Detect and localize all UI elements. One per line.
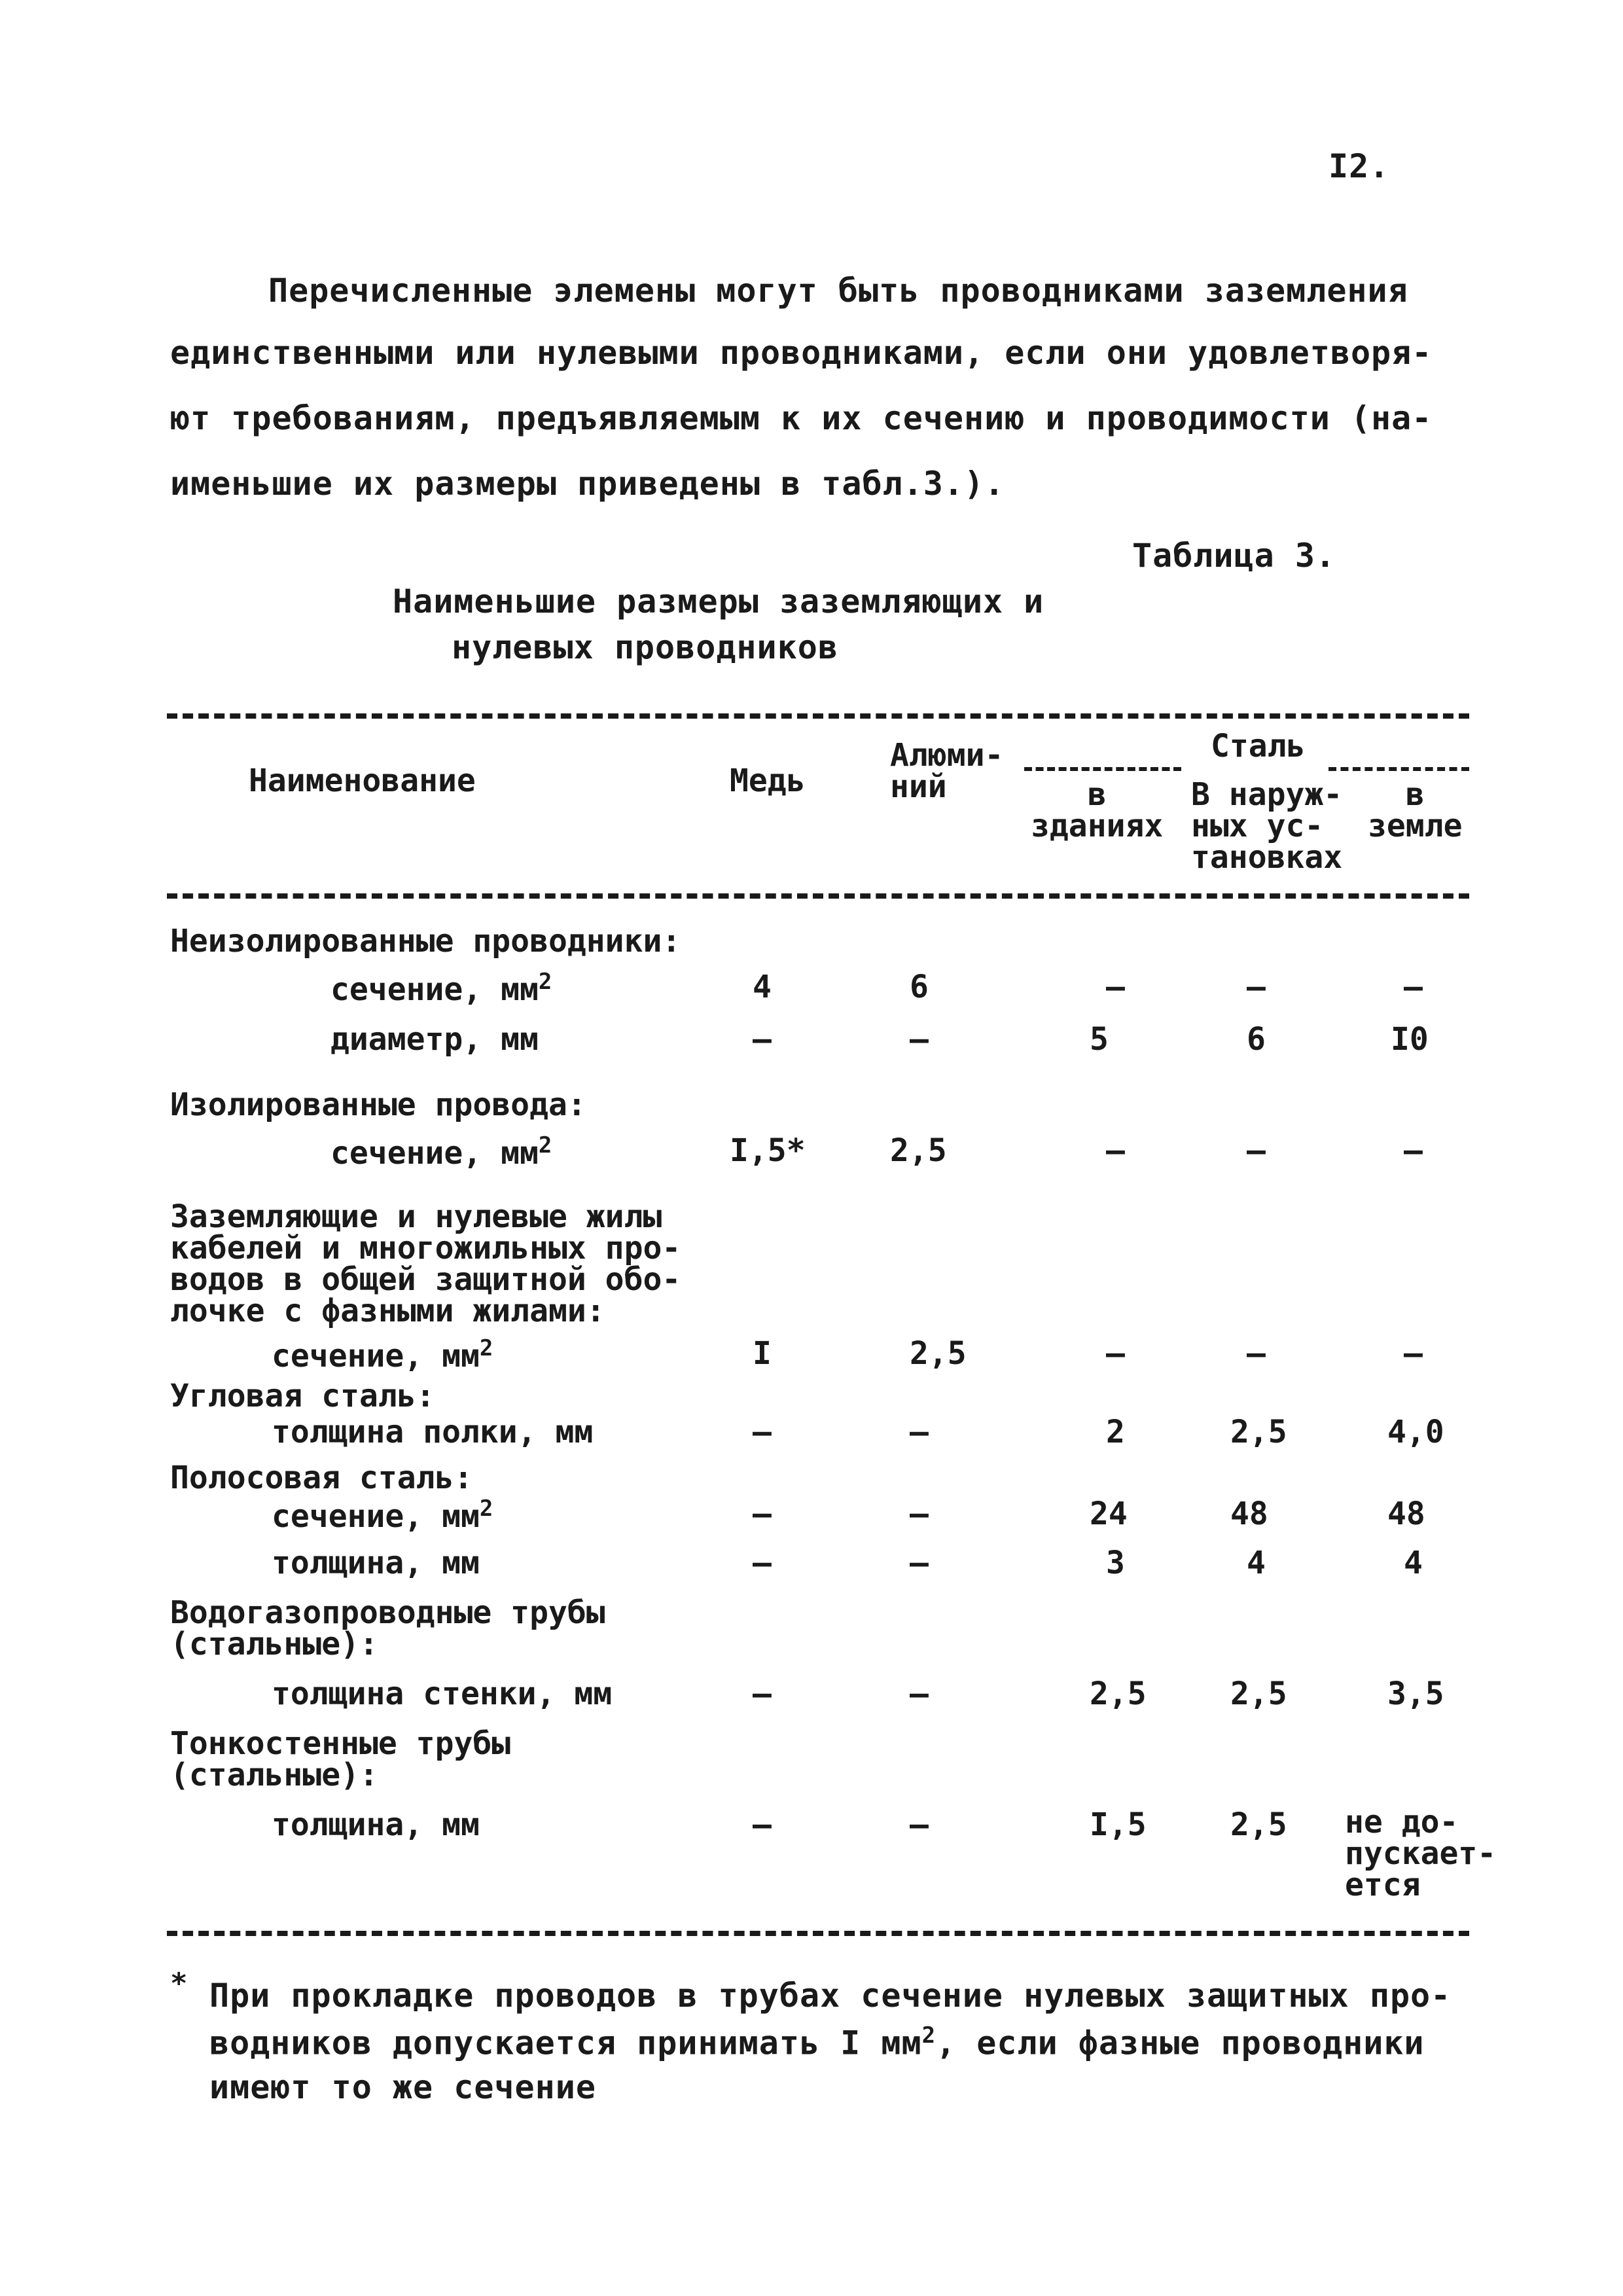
cell-ground-line: ется <box>1345 1867 1421 1903</box>
cell-outdoor: 2,5 <box>1230 1676 1287 1712</box>
row-sub: толщина, мм <box>272 1545 480 1581</box>
cell-ground: 4 <box>1404 1545 1423 1581</box>
table-top-rule <box>167 713 1469 719</box>
cell-aluminium: – <box>910 1414 929 1450</box>
footnote-line-2-text: водников допускается принимать I мм <box>209 2024 922 2062</box>
cell-aluminium: 6 <box>910 969 929 1005</box>
header-steel-buildings-line-2: зданиях <box>1031 808 1164 844</box>
cell-buildings: 3 <box>1106 1545 1125 1581</box>
row-label-line: кабелей и многожильных про- <box>170 1230 681 1266</box>
row-label-line: (стальные): <box>170 1757 378 1793</box>
row-sub-text: сечение, мм <box>272 1498 480 1535</box>
footnote-line-1: При прокладке проводов в трубах сечение нулевых защитных про- <box>209 1977 1452 2015</box>
row-sub <box>272 1496 493 1535</box>
cell-outdoor: 48 <box>1230 1496 1268 1532</box>
table-label: Таблица 3. <box>1132 537 1336 575</box>
footnote-sup: 2 <box>921 2022 936 2049</box>
cell-buildings: 2 <box>1106 1414 1125 1450</box>
cell-buildings: – <box>1106 1335 1125 1372</box>
row-label-multiline <box>170 1198 681 1329</box>
footnote-line-2 <box>209 2022 1425 2062</box>
cell-ground: – <box>1404 1132 1423 1169</box>
cell-buildings: I,5 <box>1090 1806 1147 1843</box>
header-copper: Медь <box>730 762 806 799</box>
row-sub-text: сечение, мм <box>272 1338 480 1374</box>
cell-ground: – <box>1404 1335 1423 1372</box>
header-steel: Сталь <box>1211 728 1306 764</box>
cell-copper: – <box>753 1496 772 1532</box>
cell-aluminium: – <box>910 1496 929 1532</box>
cell-copper: – <box>753 1806 772 1843</box>
cell-copper: – <box>753 1545 772 1581</box>
row-label-line: Заземляющие и нулевые жилы <box>170 1198 662 1235</box>
paragraph-line-4: именьшие их размеры приведены в табл.3.). <box>170 465 1005 503</box>
steel-rule-right <box>1329 767 1469 771</box>
cell-buildings: – <box>1106 969 1125 1005</box>
cell-aluminium: – <box>910 1676 929 1712</box>
cell-ground: 48 <box>1387 1496 1425 1532</box>
row-sub-text: сечение, мм <box>330 1135 539 1172</box>
row-label: Полосовая сталь: <box>170 1460 473 1496</box>
row-sub-sup: 2 <box>479 1335 493 1361</box>
cell-ground-line: не до- <box>1345 1804 1459 1840</box>
row-sub-text: сечение, мм <box>330 971 539 1008</box>
cell-buildings: 2,5 <box>1090 1676 1147 1712</box>
row-sub <box>330 969 552 1008</box>
row-label-line: Водогазопроводные трубы <box>170 1594 605 1631</box>
row-label: Угловая сталь: <box>170 1378 435 1414</box>
cell-outdoor: – <box>1247 1335 1266 1372</box>
header-steel-outdoor <box>1191 776 1343 876</box>
row-sub: толщина полки, мм <box>272 1414 594 1450</box>
header-steel-outdoor-line-3: тановках <box>1191 839 1343 876</box>
header-aluminium <box>890 737 1004 805</box>
paragraph-line-3: ют требованиям, предъявляемым к их сечению и проводимости (на- <box>170 399 1433 437</box>
footnote-line-2-rest: , если фазные проводники <box>936 2024 1425 2062</box>
row-label-line: Тонкостенные трубы <box>170 1725 511 1762</box>
page-number: I2. <box>1329 147 1390 185</box>
table-bottom-rule <box>167 1931 1469 1936</box>
cell-outdoor: 2,5 <box>1230 1806 1287 1843</box>
row-sub <box>272 1335 493 1374</box>
row-label-line: лочке с фазными жилами: <box>170 1293 605 1329</box>
row-label: Неизолированные проводники: <box>170 923 681 960</box>
header-steel-ground <box>1368 776 1463 844</box>
cell-copper: I <box>753 1335 772 1372</box>
paragraph-line-1: Перечисленные элемены могут быть проводниками заземления <box>268 272 1408 310</box>
row-sub <box>330 1132 552 1172</box>
header-steel-ground-line-1: в <box>1405 776 1425 813</box>
cell-aluminium: 2,5 <box>890 1132 947 1169</box>
table-header-rule <box>167 893 1469 899</box>
row-sub: толщина стенки, мм <box>272 1676 613 1712</box>
row-label-multiline <box>170 1725 511 1793</box>
row-label-line: (стальные): <box>170 1626 378 1662</box>
cell-ground: – <box>1404 969 1423 1005</box>
cell-outdoor: – <box>1247 1132 1266 1169</box>
header-steel-outdoor-line-1: В наруж- <box>1191 776 1343 813</box>
cell-aluminium: – <box>910 1806 929 1843</box>
cell-copper: – <box>753 1676 772 1712</box>
header-aluminium-line-1: Алюми- <box>890 737 1004 774</box>
cell-copper: – <box>753 1414 772 1450</box>
header-steel-ground-line-2: земле <box>1368 808 1463 844</box>
cell-aluminium: 2,5 <box>910 1335 967 1372</box>
cell-copper: I,5* <box>730 1132 806 1169</box>
cell-ground-line: пускает- <box>1345 1835 1497 1872</box>
header-name: Наименование <box>249 762 476 799</box>
cell-ground: 3,5 <box>1387 1676 1444 1712</box>
row-label: Изолированные провода: <box>170 1086 586 1123</box>
row-sub-sup: 2 <box>538 969 552 995</box>
cell-outdoor: 6 <box>1247 1021 1266 1058</box>
cell-copper: – <box>753 1021 772 1058</box>
cell-copper: 4 <box>753 969 772 1005</box>
cell-ground-multiline <box>1345 1806 1496 1901</box>
header-aluminium-line-2: ний <box>890 768 947 805</box>
row-sub: толщина, мм <box>272 1806 480 1843</box>
paragraph-line-2: единственными или нулевыми проводниками, если они удовлетворя- <box>170 334 1433 372</box>
cell-outdoor: – <box>1247 969 1266 1005</box>
cell-buildings: 5 <box>1090 1021 1109 1058</box>
row-sub-sup: 2 <box>538 1132 552 1158</box>
cell-outdoor: 4 <box>1247 1545 1266 1581</box>
row-label-multiline <box>170 1594 605 1662</box>
row-label-line: водов в общей защитной обо- <box>170 1261 681 1298</box>
cell-ground: 4,0 <box>1387 1414 1444 1450</box>
row-sub-sup: 2 <box>479 1496 493 1522</box>
header-steel-outdoor-line-2: ных ус- <box>1191 808 1324 844</box>
row-sub: диаметр, мм <box>330 1021 539 1058</box>
header-steel-buildings-line-1: в <box>1087 776 1107 813</box>
cell-buildings: – <box>1106 1132 1125 1169</box>
footnote-line-3: имеют то же сечение <box>209 2068 596 2106</box>
cell-aluminium: – <box>910 1545 929 1581</box>
cell-ground: I0 <box>1391 1021 1429 1058</box>
steel-rule-left <box>1024 767 1181 771</box>
header-steel-buildings <box>1031 776 1164 844</box>
cell-aluminium: – <box>910 1021 929 1058</box>
cell-outdoor: 2,5 <box>1230 1414 1287 1450</box>
table-title-line-1: Наименьшие размеры заземляющих и <box>393 583 1044 620</box>
footnote-mark: * <box>170 1967 188 2000</box>
table-title-line-2: нулевых проводников <box>452 628 838 666</box>
cell-buildings: 24 <box>1090 1496 1128 1532</box>
